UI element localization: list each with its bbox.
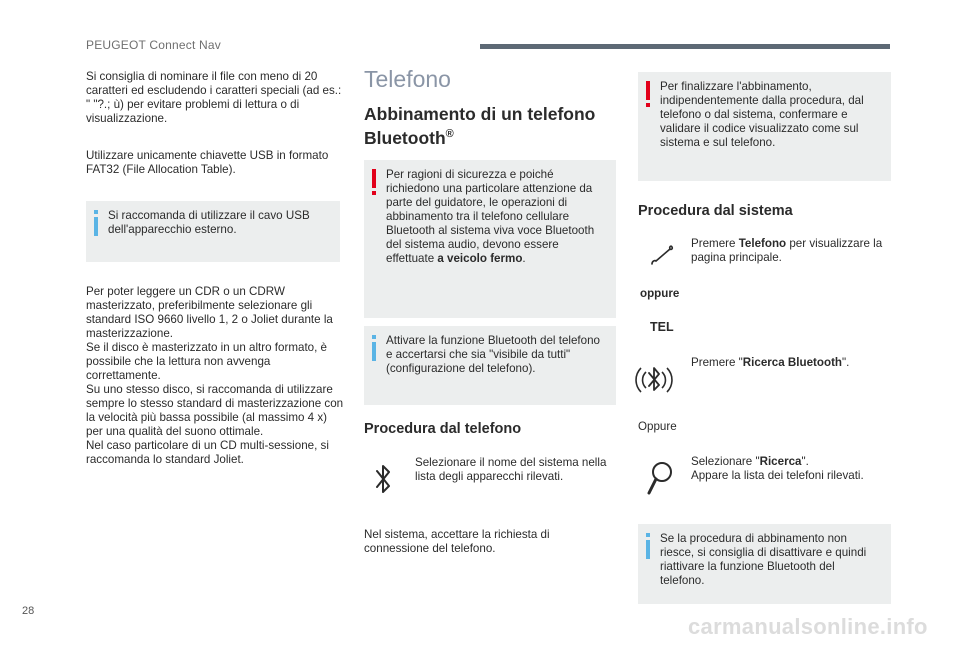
step-press-ricerca-bluetooth: Premere "Ricerca Bluetooth". — [691, 356, 850, 369]
tel-label: TEL — [650, 320, 674, 334]
heading-phone-procedure: Procedura dal telefono — [364, 421, 522, 437]
document-header: PEUGEOT Connect Nav — [86, 38, 221, 52]
usb-format-block — [86, 149, 342, 177]
info-text-bluetooth-visible: Attivare la funzione Bluetooth del telefono e accertarsi che sia "visibile da tutti" (configurazione del telefono). — [386, 334, 600, 375]
cd-paragraph: Per poter leggere un CDR o un CDRW masterizzato, preferibilmente selezionare gli standard ISO 9660 livello 1, 2 o Joliet durante la masterizzazione. Se il disco è masterizzato in un altro formato, è possibile che la lettura non avvenga correttamente. Su uno stesso disco, si raccomanda di utilizzare sempre lo stesso standard di masterizzazione con la velocità più bassa possibile (al massimo 4 x) per una qualità del suono ottimale. Nel caso particolare di un CD multi-sessione, si raccomanda lo standard Joliet. — [86, 285, 344, 466]
step-select-system: Selezionare il nome del sistema nella lista degli apparecchi rilevati. — [415, 456, 607, 483]
usb-format-paragraph: Utilizzare unicamente chiavette USB in formato FAT32 (File Allocation Table). — [86, 149, 329, 176]
info-box-bluetooth-visible — [364, 326, 616, 405]
bluetooth-icon — [374, 462, 392, 496]
warning-icon — [371, 169, 377, 195]
info-text-usb-cable: Si raccomanda di utilizzare il cavo USB dell'apparecchio esterno. — [108, 209, 310, 236]
warning-icon — [645, 81, 651, 107]
accept-connection-paragraph: Nel sistema, accettare la richiesta di connessione del telefono. — [364, 528, 550, 555]
phone-handset-icon — [648, 244, 674, 268]
info-icon — [645, 533, 651, 559]
info-text-retry-bluetooth: Se la procedura di abbinamento non riesce, si consiglia di disattivare e quindi riattivare la funzione Bluetooth del telefono. — [660, 532, 867, 587]
warning-box-confirm-code — [638, 72, 891, 181]
info-box-retry-bluetooth — [638, 524, 891, 604]
bluetooth-search-icon — [634, 358, 674, 400]
step-press-telefono: Premere Telefono per visualizzare la pagina principale. — [691, 237, 883, 264]
column-1 — [86, 70, 342, 126]
warning-text-confirm-code: Per finalizzare l'abbinamento, indipendentemente dalla procedura, dal telefono o dal sistema, confermare e validare il codice visualizzato come sul sistema e sul telefono. — [660, 80, 864, 149]
heading-system-procedure: Procedura dal sistema — [638, 203, 793, 219]
cd-block — [86, 271, 344, 481]
watermark: carmanualsonline.info — [688, 614, 928, 639]
section-title-telefono: Telefono — [364, 66, 451, 92]
heading-bluetooth-pairing: Abbinamento di un telefono Bluetooth® — [364, 104, 596, 148]
header-bar — [480, 44, 890, 49]
step-select-ricerca: Selezionare "Ricerca". Appare la lista dei telefoni rilevati. — [691, 455, 864, 482]
warning-box-safety — [364, 160, 616, 318]
info-icon — [93, 210, 99, 236]
page-number: 28 — [22, 605, 35, 617]
info-icon — [371, 335, 377, 361]
info-box-usb-cable — [86, 201, 340, 262]
oppure-label: oppure — [640, 287, 680, 300]
warning-text-safety: Per ragioni di sicurezza e poiché richiedono una particolare attenzione da parte del guidatore, le operazioni di abbinamento tra il telefono cellulare Bluetooth al sistema viva voce Bluetooth del sistema audio, devono essere effettuate a veicolo fermo. — [386, 168, 595, 265]
search-icon — [646, 460, 674, 498]
oppure-text: Oppure — [638, 420, 677, 433]
usb-filename-paragraph: Si consiglia di nominare il file con meno di 20 caratteri ed escludendo i caratteri speciali (ad es.: " "?.; ù) per evitare problemi di lettura o di visualizzazione. — [86, 70, 342, 125]
